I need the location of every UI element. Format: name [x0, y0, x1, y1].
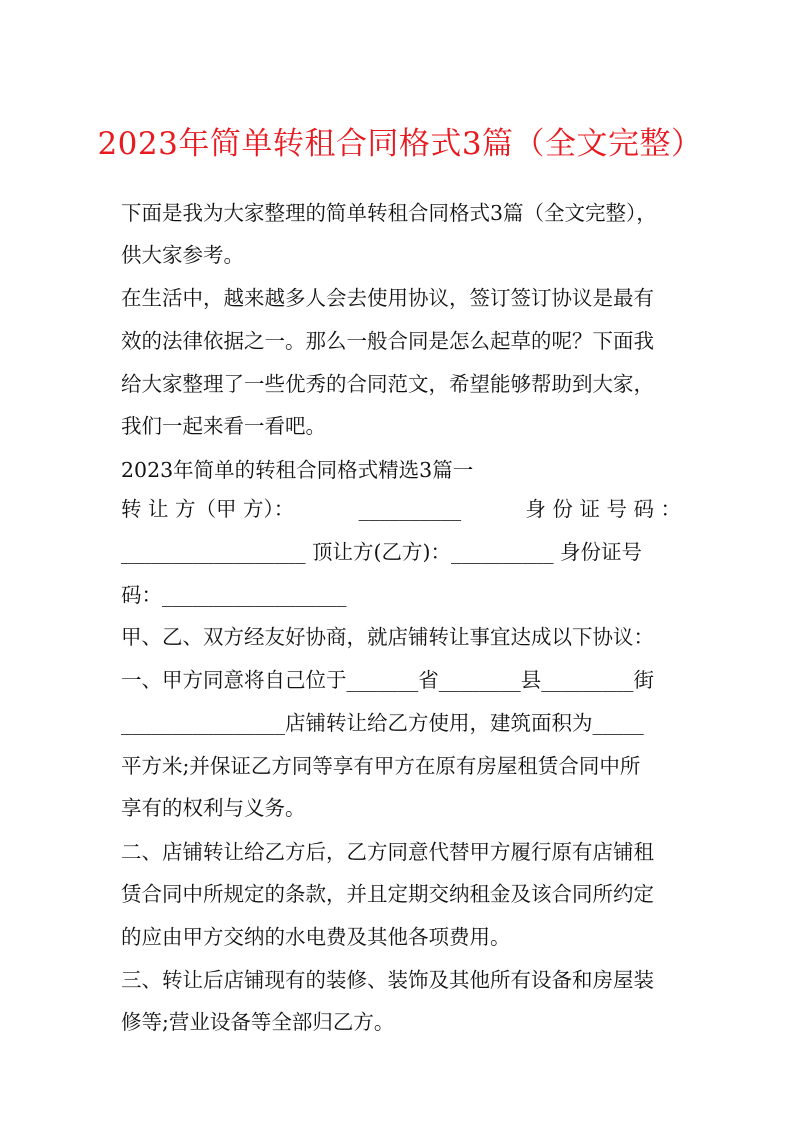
clause-line: 平方米;并保证乙方同等享有甲方在原有房屋租赁合同中所 — [121, 754, 641, 778]
paragraph-line: 给大家整理了一些优秀的合同范文，希望能够帮助到大家， — [121, 372, 654, 396]
transferor-label: 转 让 方（甲 方）： — [121, 497, 295, 521]
paragraph-line: 甲、乙、双方经友好协商，就店铺转让事宜达成以下协议： — [121, 625, 654, 649]
id-number-label: 身 份 证 号 码 ： — [525, 497, 681, 521]
paragraph-line: 下面是我为大家整理的简单转租合同格式3篇（全文完整）， — [121, 201, 657, 225]
clause-line: 的应由甲方交纳的水电费及其他各项费用。 — [121, 925, 511, 949]
party-info-line — [121, 494, 681, 524]
paragraph-line: 效的法律依据之一。那么一般合同是怎么起草的呢？下面我 — [121, 329, 654, 353]
clause-line: 修等;营业设备等全部归乙方。 — [121, 1010, 395, 1034]
paragraph-line: 供大家参考。 — [121, 243, 244, 267]
clause-line: 二、店铺转让给乙方后，乙方同意代替甲方履行原有店铺租 — [121, 840, 654, 864]
clause-line: ________________店铺转让给乙方使用，建筑面积为_____ — [121, 711, 644, 735]
party-info-line: 码：__________________ — [121, 583, 347, 607]
document-title: 2023年简单转租合同格式3篇（全文完整） — [97, 126, 703, 162]
clause-line: 三、转让后店铺现有的装修、装饰及其他所有设备和房屋装 — [121, 968, 654, 992]
clause-line: 一、甲方同意将自己位于_______省________县_________街 — [121, 668, 654, 692]
transferor-blank: __________ — [358, 497, 462, 521]
section-heading: 2023年简单的转租合同格式精选3篇一 — [121, 458, 474, 482]
clause-line: 享有的权利与义务。 — [121, 796, 306, 820]
paragraph-line: 我们一起来看一看吧。 — [121, 414, 326, 438]
clause-line: 赁合同中所规定的条款，并且定期交纳租金及该合同所约定 — [121, 882, 654, 906]
party-info-line: __________________ 顶让方(乙方)：__________ 身份证号 — [121, 540, 643, 564]
paragraph-line: 在生活中，越来越多人会去使用协议，签订签订协议是最有 — [121, 286, 654, 310]
